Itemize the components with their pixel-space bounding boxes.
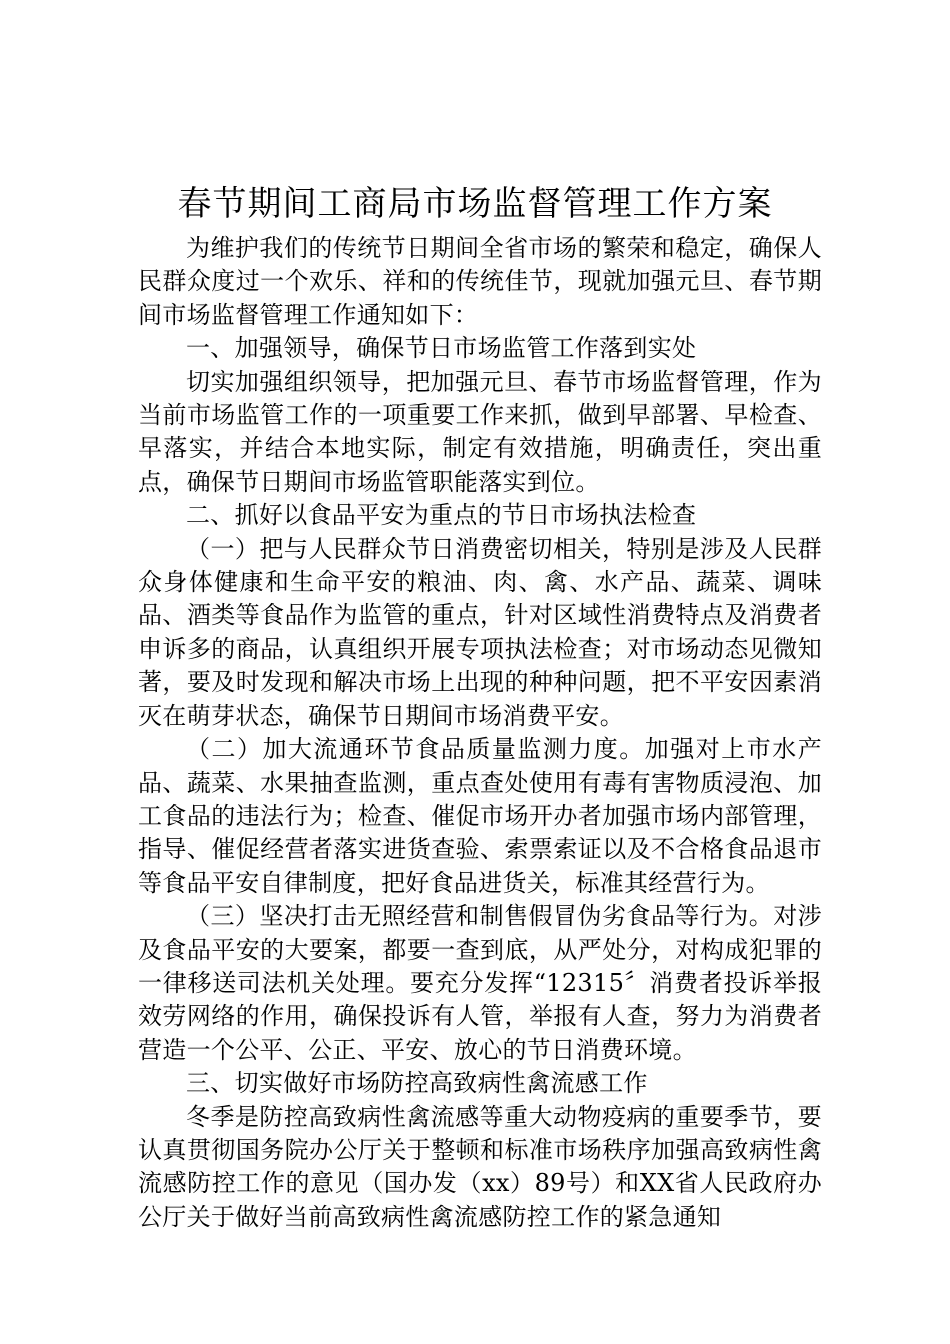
intro-paragraph: 为维护我们的传统节日期间全省市场的繁荣和稳定，确保人民群众度过一个欢乐、祥和的传统佳节，现就加强元旦、春节期间市场监督管理工作通知如下： bbox=[138, 234, 822, 329]
document-body bbox=[138, 232, 822, 1234]
section-2-item-3: （三）坚决打击无照经营和制售假冒伪劣食品等行为。对涉及食品平安的大要案，都要一查到底，从严处分，对构成犯罪的一律移送司法机关处理。要充分发挥“12315〞消费者投诉举报效劳网络的作用，确保投诉有人管，举报有人查，努力为消费者营造一个公平、公正、平安、放心的节日消费环境。 bbox=[138, 902, 822, 1064]
section-heading-3: 三、切实做好市场防控高致病性禽流感工作 bbox=[186, 1069, 648, 1098]
section-heading-1: 一、加强领导，确保节日市场监管工作落到实处 bbox=[186, 334, 697, 363]
section-2-item-2: （二）加大流通环节食品质量监测力度。加强对上市水产品、蔬菜、水果抽查监测，重点查处使用有毒有害物质浸泡、加工食品的违法行为；检查、催促市场开办者加强市场内部管理，指导、催促经营者落实进货查验、索票索证以及不合格食品退市等食品平安自律制度，把好食品进货关，标准其经营行为。 bbox=[138, 735, 822, 897]
section-heading-2: 二、抓好以食品平安为重点的节日市场执法检查 bbox=[186, 501, 697, 530]
document-title: 春节期间工商局市场监督管理工作方案 bbox=[177, 184, 773, 224]
section-1-paragraph: 切实加强组织领导，把加强元旦、春节市场监督管理，作为当前市场监管工作的一项重要工作来抓，做到早部署、早检查、早落实，并结合本地实际，制定有效措施，明确责任，突出重点，确保节日期间市场监管职能落实到位。 bbox=[138, 367, 822, 496]
section-2-item-1: （一）把与人民群众节日消费密切相关，特别是涉及人民群众身体健康和生命平安的粮油、肉、禽、水产品、蔬菜、调味品、酒类等食品作为监管的重点，针对区域性消费特点及消费者申诉多的商品，认真组织开展专项执法检查；对市场动态见微知著，要及时发现和解决市场上出现的种种问题，把不平安因素消灭在萌芽状态，确保节日期间市场消费平安。 bbox=[138, 534, 822, 730]
section-3-paragraph: 冬季是防控高致病性禽流感等重大动物疫病的重要季节，要认真贯彻国务院办公厅关于整顿和标准市场秩序加强高致病性禽流感防控工作的意见（国办发（xx）89号）和XX省人民政府办公厅关于做好当前高致病性禽流感防控工作的紧急通知 bbox=[138, 1102, 822, 1231]
